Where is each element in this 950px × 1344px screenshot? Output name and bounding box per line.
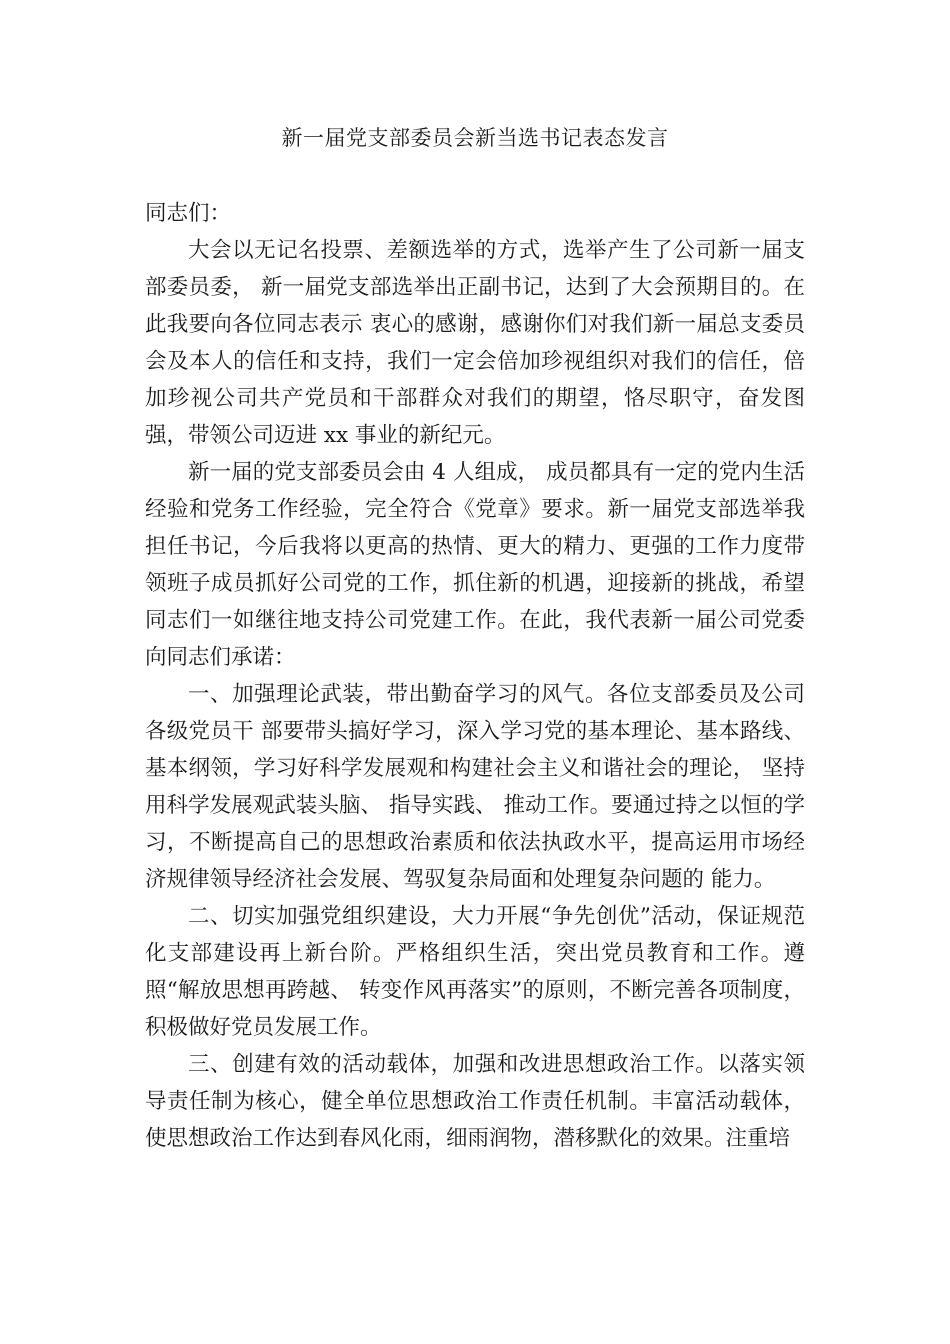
document-title: 新一届党支部委员会新当选书记表态发言 xyxy=(281,126,669,150)
paragraph-point-three: 三、创建有效的活动载体，加强和改进思想政治工作。以落实领导责任制为核心，健全单位思想政治工作责任机制。丰富活动载体，使思想政治工作达到春风化雨，细雨润物，潜移默化的效果。注重培 xyxy=(145,1052,805,1151)
paragraph-committee: 新一届的党支部委员会由 4 人组成， 成员都具有一定的党内生活经验和党务工作经验，完全符合《党章》要求。新一届党支部选举我担任书记，今后我将以更高的热情、更大的精力、更强的工作力度带领班子成员抓好公司党的工作，抓住新的机遇，迎接新的挑战，希望同志们一如继往地支持公司党建工作。在此，我代表新一届公司党委向同志们承诺： xyxy=(145,460,805,670)
paragraph-point-one: 一、加强理论武装，带出勤奋学习的风气。各位支部委员及公司各级党员干 部要带头搞好学习，深入学习党的基本理论、基本路线、基本纲领，学习好科学发展观和构建社会主义和谐社会的理论， 坚持用科学发展观武装头脑、 指导实践、 推动工作。要通过持之以恒的学习，不断提高自己的思想政治素质和依法执政水平，提高运用市场经济规律领导经济社会发展、驾驭复杂局面和处理复杂问题的 能力。 xyxy=(145,682,805,892)
paragraph-point-two: 二、切实加强党组织建设，大力开展“争先创优”活动，保证规范化支部建设再上新台阶。严格组织生活，突出党员教育和工作。遵照“解放思想再跨越、 转变作风再落实”的原则，不断完善各项制度，积极做好党员发展工作。 xyxy=(145,904,805,1040)
salutation: 同志们： xyxy=(145,201,232,226)
document-body xyxy=(145,195,805,1157)
paragraph-intro: 大会以无记名投票、差额选举的方式，选举产生了公司新一届支部委员委， 新一届党支部选举出正副书记，达到了大会预期目的。在此我要向各位同志表示 衷心的感谢，感谢你们对我们新一届总支委员会及本人的信任和支持，我们一定会倍加珍视组织对我们的信任，倍加珍视公司共产党员和干部群众对我们的期望，恪尽职守，奋发图强，带领公司迈进 xx 事业的新纪元。 xyxy=(145,238,805,448)
